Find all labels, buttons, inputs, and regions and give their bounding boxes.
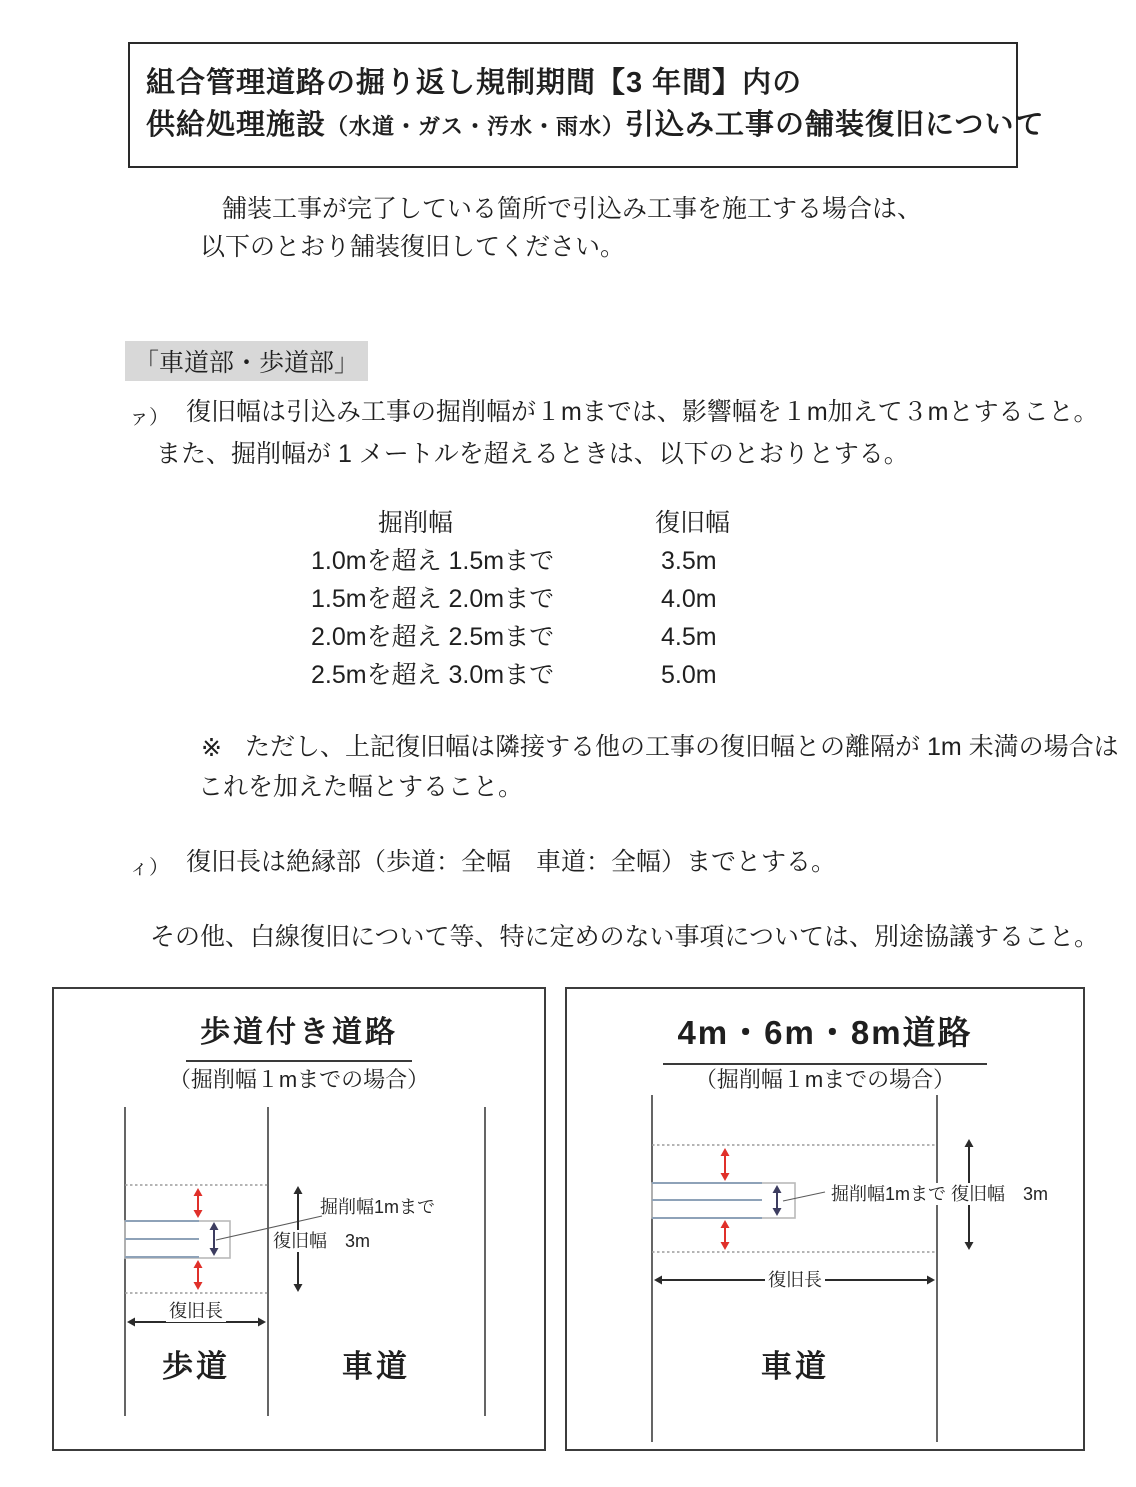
intro-line-2: 以下のとおり舗装復旧してください。 <box>200 233 626 261</box>
title-box <box>128 42 1045 168</box>
title-line2-rest: 引込み工事の舗装復旧について <box>625 109 1045 141</box>
table-row-excavation: 1.5mを超え 2.0mまで <box>311 585 555 613</box>
title-line-2 <box>146 104 1045 148</box>
table-row-excavation: 2.5mを超え 3.0mまで <box>311 661 555 689</box>
diagram-left-subtitle: （掘削幅１mまでの場合） <box>168 1067 430 1092</box>
excavation-width-label: 掘削幅1mまで <box>320 1197 436 1217</box>
title-line2-paren: （水道・ガス・汚水・雨水） <box>326 114 626 139</box>
excavation-width-label: 掘削幅1mまで <box>828 1183 949 1205</box>
roadway-label: 車道 <box>761 1349 829 1384</box>
section-header: 「車道部・歩道部」 <box>125 341 368 381</box>
restoration-length-label: 復旧長 <box>765 1269 825 1291</box>
other-note: その他、白線復旧について等、特に定めのない事項については、別途協議すること。 <box>150 923 1100 951</box>
diagram-right-title-row <box>567 1007 1083 1065</box>
item-a-line-1: 復旧幅は引込み工事の掘削幅が１mまでは、影響幅を１m加えて３mとすること。 <box>186 398 1099 426</box>
roadway-label: 車道 <box>342 1349 410 1384</box>
item-i-marker: ィ） <box>129 857 169 879</box>
note-line-1: ただし、上記復旧幅は隣接する他の工事の復旧幅との離隔が 1m 未満の場合は <box>245 733 1119 761</box>
item-a-line-2: また、掘削幅が 1 メートルを超えるときは、以下のとおりとする。 <box>156 440 909 468</box>
item-i-text: 復旧長は絶縁部（歩道：全幅 車道：全幅）までとする。 <box>186 848 837 876</box>
table-col1-header: 掘削幅 <box>378 509 454 537</box>
table-row-excavation: 2.0mを超え 2.5mまで <box>311 623 555 651</box>
diagram-left-title: 歩道付き道路 <box>186 1007 412 1062</box>
restoration-length-label: 復旧長 <box>166 1300 226 1322</box>
table-row-restoration: 4.0m <box>661 585 717 613</box>
item-a-marker: ァ） <box>129 407 169 429</box>
intro-line-1: 舗装工事が完了している箇所で引込み工事を施工する場合は、 <box>222 195 923 223</box>
restoration-width-label: 復旧幅 3m <box>270 1230 373 1252</box>
diagram-left-title-row <box>54 1007 544 1062</box>
sidewalk-label: 歩道 <box>162 1349 230 1384</box>
restoration-width-label: 復旧幅 3m <box>948 1183 1051 1205</box>
table-row-restoration: 5.0m <box>661 661 717 689</box>
title-line-1: 組合管理道路の掘り返し規制期間【3 年間】内の <box>146 67 803 99</box>
table-col2-header: 復旧幅 <box>655 509 731 537</box>
diagram-sidewalk-road <box>52 987 546 1451</box>
note-line-2: これを加えた幅とすること。 <box>198 773 524 801</box>
table-row-excavation: 1.0mを超え 1.5mまで <box>311 547 555 575</box>
diagram-right-subtitle: （掘削幅１mまでの場合） <box>694 1067 956 1092</box>
note-marker: ※ <box>201 734 222 762</box>
diagram-narrow-road <box>565 987 1085 1451</box>
table-row-restoration: 3.5m <box>661 547 717 575</box>
diagram-right-title: 4m・6m・8m道路 <box>663 1007 986 1065</box>
title-line2-main: 供給処理施設 <box>146 109 327 141</box>
table-row-restoration: 4.5m <box>661 623 717 651</box>
